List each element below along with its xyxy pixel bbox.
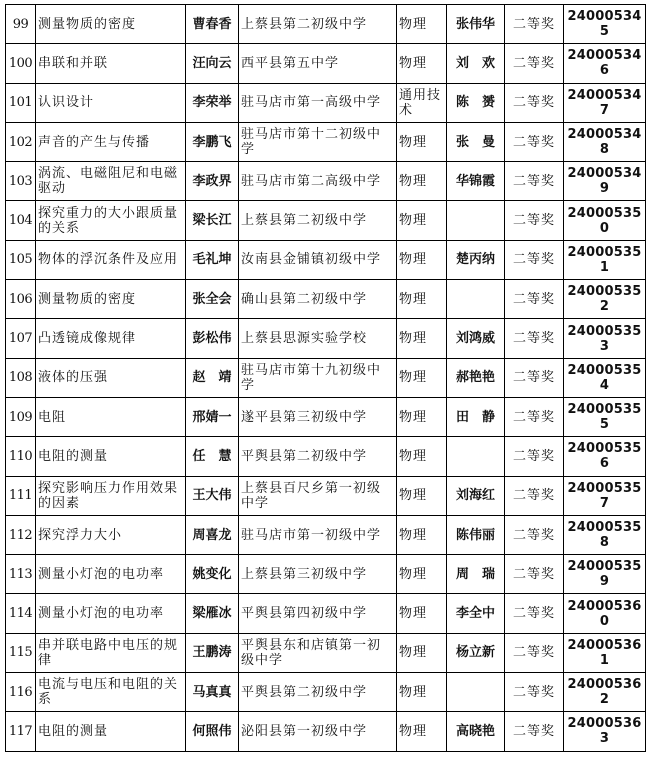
subject-cell: 物理 [397,240,447,279]
teacher-name-cell: 马真真 [186,673,239,712]
prize-level-cell: 二等奖 [505,712,564,751]
subject-cell: 物理 [397,44,447,83]
tutor-name-cell [447,437,505,476]
row-number-cell: 109 [6,397,36,436]
row-number-cell: 116 [6,673,36,712]
subject-cell: 物理 [397,633,447,672]
lesson-title-cell: 测量小灯泡的电功率 [36,555,186,594]
lesson-title-cell: 物体的浮沉条件及应用 [36,240,186,279]
prize-level-cell: 二等奖 [505,201,564,240]
certificate-number-cell: 240005356 [564,437,646,476]
teacher-name-cell: 梁长江 [186,201,239,240]
row-number-cell: 113 [6,555,36,594]
lesson-title-cell: 液体的压强 [36,358,186,397]
prize-level-cell: 二等奖 [505,44,564,83]
tutor-name-cell: 李全中 [447,594,505,633]
certificate-number-cell: 240005361 [564,633,646,672]
table-row [6,280,646,319]
school-name-cell: 确山县第二初级中学 [239,280,397,319]
table-row [6,515,646,554]
teacher-name-cell: 李政界 [186,162,239,201]
table-row [6,712,646,751]
prize-level-cell: 二等奖 [505,515,564,554]
school-name-cell: 平舆县第四初级中学 [239,594,397,633]
lesson-title-cell: 电阻 [36,397,186,436]
lesson-title-cell: 电阻的测量 [36,437,186,476]
subject-cell: 物理 [397,201,447,240]
teacher-name-cell: 曹春香 [186,5,239,44]
subject-cell: 物理 [397,319,447,358]
table-row [6,437,646,476]
school-name-cell: 上蔡县百尺乡第一初级中学 [239,476,397,515]
lesson-title-cell: 串并联电路中电压的规律 [36,633,186,672]
table-row [6,240,646,279]
table-row [6,319,646,358]
prize-level-cell: 二等奖 [505,476,564,515]
row-number-cell: 102 [6,122,36,161]
certificate-number-cell: 240005357 [564,476,646,515]
subject-cell: 物理 [397,280,447,319]
subject-cell: 物理 [397,712,447,751]
tutor-name-cell: 周 瑞 [447,555,505,594]
tutor-name-cell: 杨立新 [447,633,505,672]
subject-cell: 物理 [397,397,447,436]
lesson-title-cell: 测量小灯泡的电功率 [36,594,186,633]
school-name-cell: 上蔡县第二初级中学 [239,201,397,240]
row-number-cell: 111 [6,476,36,515]
awards-table [5,4,646,752]
tutor-name-cell [447,280,505,319]
tutor-name-cell: 刘 欢 [447,44,505,83]
table-row [6,201,646,240]
teacher-name-cell: 王大伟 [186,476,239,515]
subject-cell: 通用技术 [397,83,447,122]
subject-cell: 物理 [397,476,447,515]
certificate-number-cell: 240005354 [564,358,646,397]
prize-level-cell: 二等奖 [505,555,564,594]
tutor-name-cell: 刘鸿威 [447,319,505,358]
certificate-number-cell: 240005348 [564,122,646,161]
tutor-name-cell [447,201,505,240]
school-name-cell: 西平县第五中学 [239,44,397,83]
certificate-number-cell: 240005358 [564,515,646,554]
certificate-number-cell: 240005347 [564,83,646,122]
certificate-number-cell: 240005353 [564,319,646,358]
subject-cell: 物理 [397,555,447,594]
row-number-cell: 117 [6,712,36,751]
prize-level-cell: 二等奖 [505,358,564,397]
table-row [6,5,646,44]
prize-level-cell: 二等奖 [505,437,564,476]
certificate-number-cell: 240005349 [564,162,646,201]
certificate-number-cell: 240005362 [564,673,646,712]
school-name-cell: 驻马店市第十九初级中学 [239,358,397,397]
lesson-title-cell: 探究重力的大小跟质量的关系 [36,201,186,240]
row-number-cell: 103 [6,162,36,201]
teacher-name-cell: 梁雁冰 [186,594,239,633]
lesson-title-cell: 串联和并联 [36,44,186,83]
school-name-cell: 驻马店市第二高级中学 [239,162,397,201]
subject-cell: 物理 [397,515,447,554]
row-number-cell: 101 [6,83,36,122]
table-row [6,122,646,161]
table-row [6,397,646,436]
school-name-cell: 上蔡县第三初级中学 [239,555,397,594]
tutor-name-cell: 张 曼 [447,122,505,161]
tutor-name-cell: 田 静 [447,397,505,436]
teacher-name-cell: 姚变化 [186,555,239,594]
teacher-name-cell: 李荣举 [186,83,239,122]
school-name-cell: 驻马店市第十二初级中学 [239,122,397,161]
lesson-title-cell: 涡流、电磁阻尼和电磁驱动 [36,162,186,201]
tutor-name-cell: 张伟华 [447,5,505,44]
tutor-name-cell: 郝艳艳 [447,358,505,397]
lesson-title-cell: 探究影响压力作用效果的因素 [36,476,186,515]
certificate-number-cell: 240005352 [564,280,646,319]
subject-cell: 物理 [397,162,447,201]
prize-level-cell: 二等奖 [505,633,564,672]
prize-level-cell: 二等奖 [505,240,564,279]
subject-cell: 物理 [397,122,447,161]
table-row [6,476,646,515]
table-row [6,44,646,83]
row-number-cell: 107 [6,319,36,358]
school-name-cell: 驻马店市第一初级中学 [239,515,397,554]
lesson-title-cell: 声音的产生与传播 [36,122,186,161]
subject-cell: 物理 [397,5,447,44]
teacher-name-cell: 何照伟 [186,712,239,751]
school-name-cell: 平舆县第二初级中学 [239,673,397,712]
teacher-name-cell: 赵 靖 [186,358,239,397]
prize-level-cell: 二等奖 [505,397,564,436]
row-number-cell: 106 [6,280,36,319]
subject-cell: 物理 [397,594,447,633]
table-row [6,83,646,122]
lesson-title-cell: 测量物质的密度 [36,5,186,44]
awards-table-body [6,5,646,752]
certificate-number-cell: 240005359 [564,555,646,594]
row-number-cell: 112 [6,515,36,554]
subject-cell: 物理 [397,437,447,476]
teacher-name-cell: 毛礼坤 [186,240,239,279]
teacher-name-cell: 王鹏涛 [186,633,239,672]
certificate-number-cell: 240005346 [564,44,646,83]
lesson-title-cell: 凸透镜成像规律 [36,319,186,358]
row-number-cell: 108 [6,358,36,397]
tutor-name-cell: 陈伟丽 [447,515,505,554]
school-name-cell: 遂平县第三初级中学 [239,397,397,436]
table-row [6,555,646,594]
prize-level-cell: 二等奖 [505,673,564,712]
table-row [6,358,646,397]
row-number-cell: 99 [6,5,36,44]
school-name-cell: 上蔡县思源实验学校 [239,319,397,358]
row-number-cell: 105 [6,240,36,279]
school-name-cell: 汝南县金铺镇初级中学 [239,240,397,279]
school-name-cell: 泌阳县第一初级中学 [239,712,397,751]
teacher-name-cell: 彭松伟 [186,319,239,358]
prize-level-cell: 二等奖 [505,594,564,633]
tutor-name-cell: 刘海红 [447,476,505,515]
teacher-name-cell: 张全会 [186,280,239,319]
row-number-cell: 104 [6,201,36,240]
certificate-number-cell: 240005351 [564,240,646,279]
teacher-name-cell: 周喜龙 [186,515,239,554]
certificate-number-cell: 240005345 [564,5,646,44]
row-number-cell: 115 [6,633,36,672]
prize-level-cell: 二等奖 [505,122,564,161]
school-name-cell: 驻马店市第一高级中学 [239,83,397,122]
table-row [6,162,646,201]
row-number-cell: 114 [6,594,36,633]
table-row [6,594,646,633]
tutor-name-cell: 楚丙纳 [447,240,505,279]
tutor-name-cell [447,673,505,712]
certificate-number-cell: 240005350 [564,201,646,240]
certificate-number-cell: 240005363 [564,712,646,751]
lesson-title-cell: 探究浮力大小 [36,515,186,554]
subject-cell: 物理 [397,673,447,712]
teacher-name-cell: 汪向云 [186,44,239,83]
teacher-name-cell: 任 慧 [186,437,239,476]
tutor-name-cell: 陈 赟 [447,83,505,122]
teacher-name-cell: 李鹏飞 [186,122,239,161]
lesson-title-cell: 测量物质的密度 [36,280,186,319]
tutor-name-cell: 高晓艳 [447,712,505,751]
school-name-cell: 上蔡县第二初级中学 [239,5,397,44]
row-number-cell: 110 [6,437,36,476]
school-name-cell: 平舆县第二初级中学 [239,437,397,476]
table-row [6,633,646,672]
prize-level-cell: 二等奖 [505,319,564,358]
lesson-title-cell: 认识设计 [36,83,186,122]
lesson-title-cell: 电阻的测量 [36,712,186,751]
prize-level-cell: 二等奖 [505,83,564,122]
certificate-number-cell: 240005360 [564,594,646,633]
teacher-name-cell: 邢婧一 [186,397,239,436]
tutor-name-cell: 华锦霞 [447,162,505,201]
prize-level-cell: 二等奖 [505,280,564,319]
row-number-cell: 100 [6,44,36,83]
table-row [6,673,646,712]
school-name-cell: 平舆县东和店镇第一初级中学 [239,633,397,672]
prize-level-cell: 二等奖 [505,162,564,201]
subject-cell: 物理 [397,358,447,397]
certificate-number-cell: 240005355 [564,397,646,436]
lesson-title-cell: 电流与电压和电阻的关系 [36,673,186,712]
prize-level-cell: 二等奖 [505,5,564,44]
